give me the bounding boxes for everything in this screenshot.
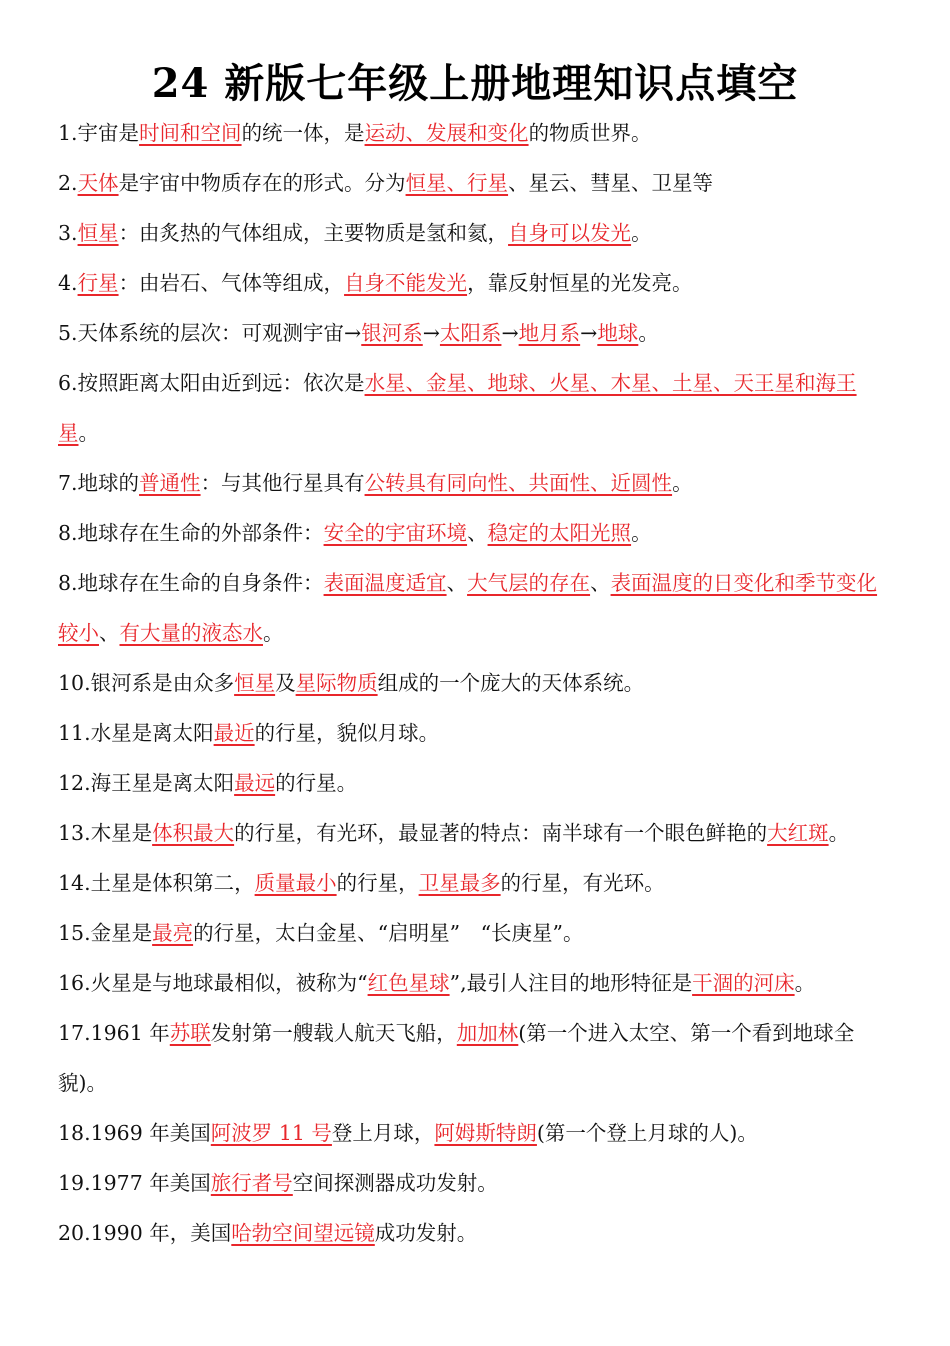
item-text: 。 — [828, 821, 850, 845]
item-text: 。 — [794, 971, 816, 995]
answer-text: 恒星、行星 — [405, 171, 509, 195]
item-text: ：与其他行星具有 — [200, 471, 365, 495]
item-text: 14.土星是体积第二， — [58, 871, 255, 895]
item-text: 的行星，有光环。 — [500, 871, 665, 895]
answer-text: 红色星球 — [367, 971, 450, 995]
answer-text: 水星、金星、地球、火星、木星、土星、天王星和海王星 — [58, 371, 857, 445]
item-text: 、星云、彗星、卫星等 — [508, 171, 714, 195]
answer-text: 公转具有同向性、共面性、近圆性 — [364, 471, 673, 495]
item-text: 8.地球存在生命的外部条件： — [58, 521, 324, 545]
item-text: 。 — [672, 471, 693, 495]
item-text: 。 — [631, 521, 652, 545]
list-item — [58, 558, 894, 658]
answer-text: 普通性 — [139, 471, 201, 495]
item-text: 的物质世界。 — [528, 121, 652, 145]
item-text: → — [501, 321, 519, 345]
item-text: 。 — [78, 421, 99, 445]
item-text: 15.金星是 — [58, 921, 153, 945]
answer-text: 卫星最多 — [418, 871, 501, 895]
answer-text: 天体 — [77, 171, 119, 195]
answer-text: 表面温度的日变化和季节变化较小 — [58, 571, 878, 645]
item-text: 的行星， — [336, 871, 419, 895]
item-text: 18.1969 年美国 — [58, 1121, 211, 1145]
item-text: 8.地球存在生命的自身条件： — [58, 571, 324, 595]
item-text: 的行星，太白金星、“启明星” “长庚星”。 — [193, 921, 584, 945]
item-text: 空间探测器成功发射。 — [292, 1171, 498, 1195]
item-text: 及 — [275, 671, 296, 695]
list-item — [58, 758, 894, 808]
list-item — [58, 258, 894, 308]
item-text: 组成的一个庞大的天体系统。 — [377, 671, 645, 695]
answer-text: 地月系 — [518, 321, 581, 345]
item-text: 、 — [446, 571, 468, 595]
item-text: 。 — [631, 221, 652, 245]
answer-text: 最亮 — [152, 921, 194, 945]
answer-text: 最近 — [213, 721, 255, 745]
item-text: 登上月球， — [331, 1121, 435, 1145]
answer-text: 恒星 — [234, 671, 276, 695]
list-item — [58, 708, 894, 758]
answer-text: 大红斑 — [767, 821, 829, 845]
item-text: 的行星，貌似月球。 — [254, 721, 440, 745]
item-text: 发射第一艘载人航天飞船， — [210, 1021, 457, 1045]
answer-text: 安全的宇宙环境 — [323, 521, 468, 545]
item-text: 。 — [263, 621, 284, 645]
answer-text: 运动、发展和变化 — [364, 121, 529, 145]
item-text: ：由岩石、气体等组成， — [118, 271, 345, 295]
item-text: 11.水星是离太阳 — [58, 721, 214, 745]
item-text: (第一个登上月球的人)。 — [536, 1121, 758, 1145]
answer-text: 有大量的液态水 — [119, 621, 263, 645]
item-text: 的行星，有光环，最显著的特点：南半球有一个眼色鲜艳的 — [234, 821, 768, 845]
item-text: 20.1990 年，美国 — [58, 1221, 232, 1245]
item-text: 、 — [467, 521, 488, 545]
list-item — [58, 1108, 894, 1158]
answer-text: 时间和空间 — [139, 121, 242, 145]
answer-text: 质量最小 — [254, 871, 337, 895]
answer-text: 银河系 — [361, 321, 423, 345]
list-item — [58, 958, 894, 1008]
answer-text: 恒星 — [77, 221, 119, 245]
answer-text: 表面温度适宜 — [323, 571, 447, 595]
item-text: ：由炙热的气体组成，主要物质是氢和氦， — [118, 221, 509, 245]
list-item — [58, 858, 894, 908]
item-text: 16.火星是与地球最相似，被称为“ — [58, 971, 368, 995]
item-text: 19.1977 年美国 — [58, 1171, 211, 1195]
item-text: 成功发射。 — [374, 1221, 478, 1245]
list-item — [58, 458, 894, 508]
item-text: 是宇宙中物质存在的形式。分为 — [118, 171, 406, 195]
item-text: ”,最引人注目的地形特征是 — [449, 971, 693, 995]
answer-text: 自身可以发光 — [508, 221, 632, 245]
list-item — [58, 508, 894, 558]
item-text: 的统一体，是 — [241, 121, 365, 145]
list-item — [58, 1158, 894, 1208]
list-item — [58, 308, 894, 358]
item-text: 7.地球的 — [58, 471, 140, 495]
answer-text: 加加林 — [456, 1021, 519, 1045]
list-item — [58, 908, 894, 958]
answer-text: 地球 — [597, 321, 639, 345]
answer-text: 体积最大 — [152, 821, 235, 845]
item-text: 3. — [58, 221, 78, 245]
item-text: → — [580, 321, 598, 345]
answer-text: 最远 — [234, 771, 276, 795]
answer-text: 干涸的河床 — [692, 971, 795, 995]
answer-text: 行星 — [77, 271, 119, 295]
answer-text: 太阳系 — [439, 321, 502, 345]
item-text: 1.宇宙是 — [58, 121, 140, 145]
answer-text: 阿波罗 11 号 — [210, 1121, 332, 1145]
item-text: (第一个进入太空、第一个看到地球全貌)。 — [58, 1021, 855, 1095]
answer-text: 苏联 — [169, 1021, 211, 1045]
item-text: → — [422, 321, 440, 345]
list-item — [58, 358, 894, 458]
fill-in-list — [58, 108, 894, 1258]
list-item — [58, 658, 894, 708]
answer-text: 大气层的存在 — [467, 571, 591, 595]
page-title: 24 新版七年级上册地理知识点填空 — [151, 60, 799, 107]
list-item — [58, 1008, 894, 1108]
list-item — [58, 1208, 894, 1258]
item-text: 17.1961 年 — [58, 1021, 170, 1045]
answer-text: 旅行者号 — [210, 1171, 293, 1195]
list-item — [58, 808, 894, 858]
item-text: 10.银河系是由众多 — [58, 671, 235, 695]
item-text: 、 — [99, 621, 120, 645]
answer-text: 哈勃空间望远镜 — [231, 1221, 375, 1245]
answer-text: 自身不能发光 — [344, 271, 468, 295]
item-text: 12.海王星是离太阳 — [58, 771, 235, 795]
item-text: 5.天体系统的层次：可观测宇宙→ — [58, 321, 362, 345]
item-text: 、 — [590, 571, 611, 595]
list-item — [58, 208, 894, 258]
item-text: 的行星。 — [275, 771, 358, 795]
item-text: 2. — [58, 171, 78, 195]
item-text: 6.按照距离太阳由近到远：依次是 — [58, 371, 365, 395]
answer-text: 星际物质 — [295, 671, 378, 695]
item-text: 13.木星是 — [58, 821, 153, 845]
answer-text: 稳定的太阳光照 — [487, 521, 632, 545]
list-item — [58, 108, 894, 158]
answer-text: 阿姆斯特朗 — [434, 1121, 537, 1145]
item-text: 4. — [58, 271, 78, 295]
item-text: ，靠反射恒星的光发亮。 — [467, 271, 693, 295]
item-text: 。 — [638, 321, 659, 345]
list-item — [58, 158, 894, 208]
